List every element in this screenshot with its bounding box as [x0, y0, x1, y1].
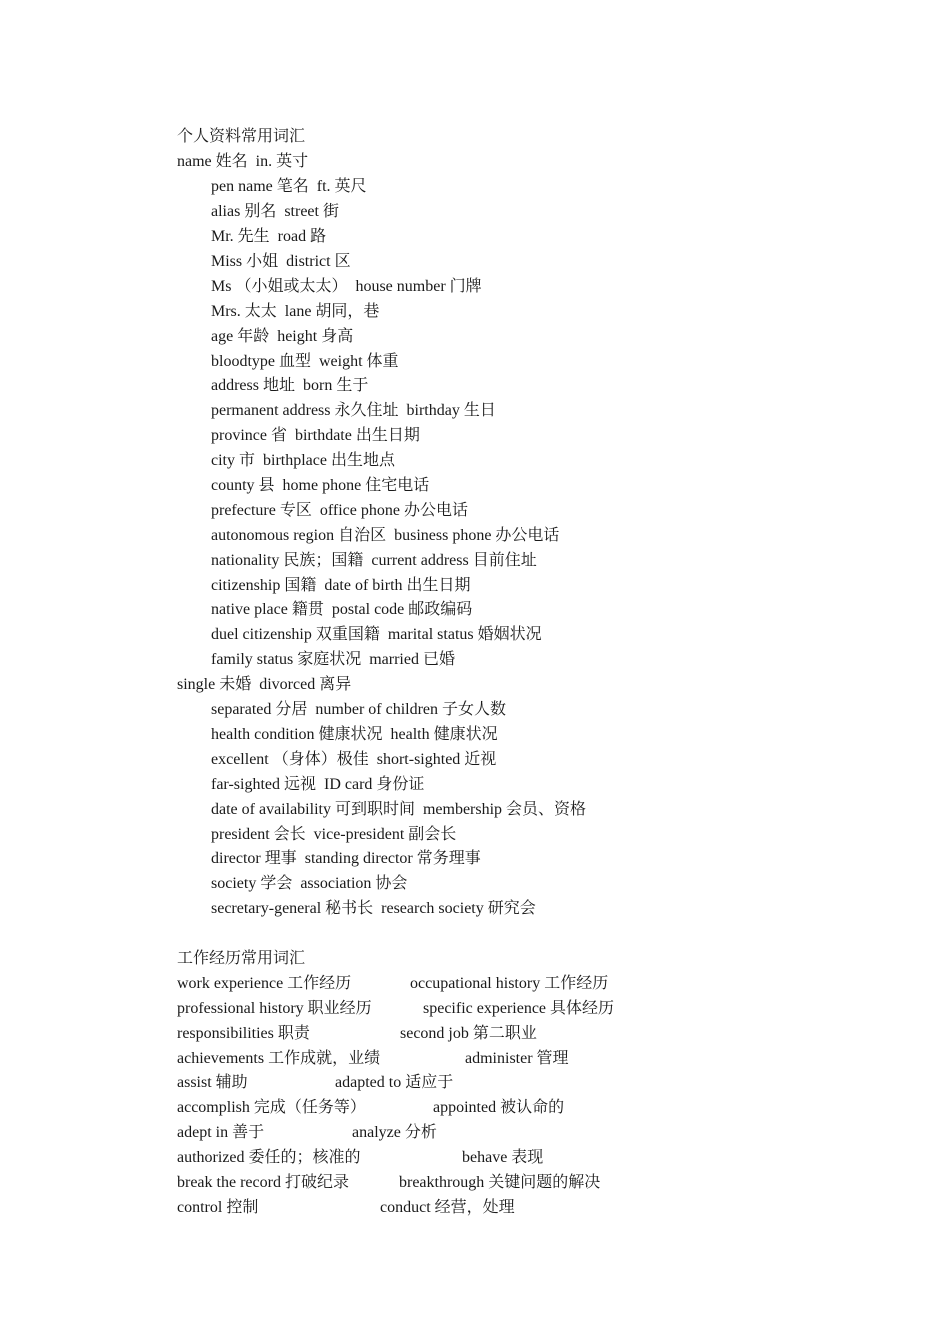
vocab-line: health condition 健康状况 health 健康状况 — [211, 726, 498, 743]
vocab-line: single 未婚 divorced 离异 — [177, 676, 352, 693]
vocab-line: Miss 小姐 district 区 — [211, 253, 351, 270]
work-term: second job 第二职业 — [400, 1025, 537, 1042]
vocab-line: society 学会 association 协会 — [211, 875, 408, 892]
vocab-line: excellent （身体）极佳 short-sighted 近视 — [211, 751, 497, 768]
vocab-line: president 会长 vice-president 副会长 — [211, 826, 457, 843]
work-term: adapted to 适应于 — [335, 1074, 454, 1091]
vocab-line: city 市 birthplace 出生地点 — [211, 452, 395, 469]
vocab-line: bloodtype 血型 weight 体重 — [211, 353, 399, 370]
work-term: adept in 善于 — [177, 1124, 265, 1141]
vocab-line: far-sighted 远视 ID card 身份证 — [211, 776, 425, 793]
work-term: responsibilities 职责 — [177, 1025, 310, 1042]
work-term: professional history 职业经历 — [177, 1000, 372, 1017]
work-term: analyze 分析 — [352, 1124, 437, 1141]
vocab-line: permanent address 永久住址 birthday 生日 — [211, 402, 496, 419]
vocab-line: duel citizenship 双重国籍 marital status 婚姻状况 — [211, 626, 542, 643]
vocab-line: name 姓名 in. 英寸 — [177, 153, 309, 170]
work-term: appointed 被认命的 — [433, 1099, 565, 1116]
work-term: administer 管理 — [465, 1050, 569, 1067]
vocab-line: family status 家庭状况 married 已婚 — [211, 651, 455, 668]
vocab-line: nationality 民族；国籍 current address 目前住址 — [211, 552, 537, 569]
vocab-line: autonomous region 自治区 business phone 办公电话 — [211, 527, 560, 544]
work-term: occupational history 工作经历 — [410, 975, 609, 992]
section2-heading: 工作经历常用词汇 — [177, 950, 306, 967]
vocab-line: address 地址 born 生于 — [211, 377, 369, 394]
work-term: break the record 打破纪录 — [177, 1174, 349, 1191]
vocab-line: Mrs. 太太 lane 胡同，巷 — [211, 303, 380, 320]
vocab-line: Mr. 先生 road 路 — [211, 228, 327, 245]
vocab-line: director 理事 standing director 常务理事 — [211, 850, 481, 867]
work-term: specific experience 具体经历 — [423, 1000, 615, 1017]
vocab-line: native place 籍贯 postal code 邮政编码 — [211, 601, 473, 618]
vocab-line: date of availability 可到职时间 membership 会员、资格 — [211, 801, 587, 818]
work-term: work experience 工作经历 — [177, 975, 352, 992]
work-term: behave 表现 — [462, 1149, 544, 1166]
vocab-line: province 省 birthdate 出生日期 — [211, 427, 420, 444]
work-term: achievements 工作成就，业绩 — [177, 1050, 381, 1067]
vocab-line: Ms （小姐或太太） house number 门牌 — [211, 278, 482, 295]
vocab-line: age 年龄 height 身高 — [211, 328, 354, 345]
work-term: accomplish 完成（任务等） — [177, 1099, 366, 1116]
work-term: conduct 经营，处理 — [380, 1199, 515, 1216]
work-term: authorized 委任的；核准的 — [177, 1149, 361, 1166]
vocab-line: pen name 笔名 ft. 英尺 — [211, 178, 367, 195]
vocab-line: alias 别名 street 街 — [211, 203, 339, 220]
work-term: control 控制 — [177, 1199, 259, 1216]
vocab-line: prefecture 专区 office phone 办公电话 — [211, 502, 468, 519]
vocab-line: county 县 home phone 住宅电话 — [211, 477, 430, 494]
vocab-line: separated 分居 number of children 子女人数 — [211, 701, 507, 718]
section1-heading: 个人资料常用词汇 — [177, 128, 306, 145]
vocab-line: citizenship 国籍 date of birth 出生日期 — [211, 577, 471, 594]
work-term: breakthrough 关键问题的解决 — [399, 1174, 601, 1191]
work-term: assist 辅助 — [177, 1074, 248, 1091]
vocab-line: secretary-general 秘书长 research society 研究会 — [211, 900, 536, 917]
